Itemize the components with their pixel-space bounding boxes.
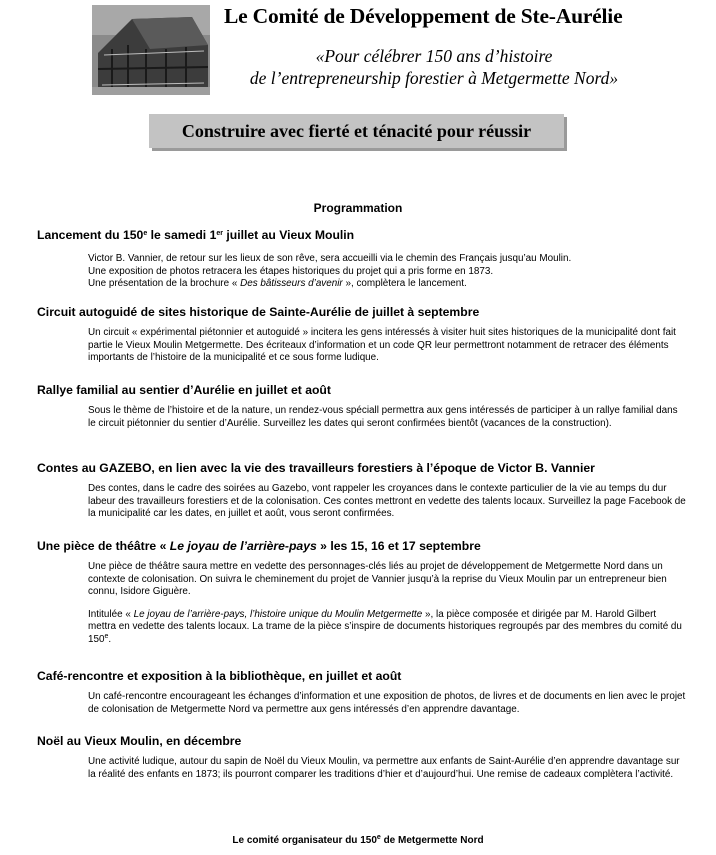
anniversary-quote	[224, 45, 644, 89]
section-christmas	[37, 734, 687, 781]
section-text: Un circuit « expérimental piétonnier et autoguidé » incitera les gens intéressés à visiter huit sites historiques de la municipalité dont fait partie le Vieux Moulin Metgermette. Des écriteaux d’information et un code QR leur permettront notamment de retracer des éléments importants de l’histoire de la municipalité et ce sous forme ludique.	[88, 327, 676, 364]
section-family-rally	[37, 383, 687, 430]
section-heading: Circuit autoguidé de sites historique de Sainte-Aurélie de juillet à septembre	[37, 305, 480, 319]
program-title: Programmation	[313, 201, 403, 215]
section-heading: Lancement du 150e le samedi 1er juillet au Vieux Moulin	[37, 228, 355, 242]
organization-title: Le Comité de Développement de Ste-Aurélie	[224, 4, 623, 28]
historic-mill-photo	[92, 5, 210, 95]
section-heading: Une pièce de théâtre « Le joyau de l’arrière-pays » les 15, 16 et 17 septembre	[37, 539, 481, 553]
section-text: Un café-rencontre encourageant les échanges d’information et une exposition de photos, de livres et de documents en lien avec le projet de colonisation de Metgermette Nord va permettre aux gens intéressés d’en apprendre davantage.	[88, 691, 686, 715]
section-heading: Contes au GAZEBO, en lien avec la vie des travailleurs forestiers à l’époque de Victor B. Vannier	[37, 461, 595, 475]
organizing-committee-footer: Le comité organisateur du 150e de Metgermette Nord	[232, 834, 484, 846]
section-walking-circuit	[37, 305, 687, 365]
section-heading: Café-rencontre et exposition à la bibliothèque, en juillet et août	[37, 669, 402, 683]
quote-line-1: «Pour célébrer 150 ans d’histoire	[315, 46, 553, 66]
section-text: Victor B. Vannier, de retour sur les lieux de son rêve, sera accueilli via le chemin des Français jusqu’au Moulin. Une exposition de photos retracera les étapes historiques du projet qui a pris forme en 1873. Une présentation de la brochure « Des bâtisseurs d’avenir », complètera le lancement.	[88, 253, 572, 290]
section-theatre-play	[37, 539, 687, 647]
section-cafe-exhibition	[37, 669, 687, 716]
section-text: Une pièce de théâtre saura mettre en vedette des personnages-clés liés au projet de développement de Metgermette Nord dans un contexte de colonisation. On suivra le cheminement du projet de Vannier jusqu’à la reprise du Vieux Moulin par un entrepreneur bien connu, Isidore Giguère.	[88, 561, 667, 598]
section-heading: Rallye familial au sentier d’Aurélie en juillet et août	[37, 383, 331, 397]
section-heading: Noël au Vieux Moulin, en décembre	[37, 734, 242, 748]
section-text: Sous le thème de l’histoire et de la nature, un rendez-vous spéciall permettra aux gens intéressés de participer à un rallye familial dans le circuit piétonnier du sentier d’Aurélie. Surveillez les dates qui seront confirmées bientôt (vacances de la construction).	[88, 405, 678, 429]
slogan-banner: Construire avec fierté et ténacité pour réussir	[149, 114, 564, 148]
section-launch	[37, 228, 687, 291]
quote-line-2: de l’entrepreneurship forestier à Metgermette Nord»	[249, 68, 619, 88]
section-gazebo-tales	[37, 461, 687, 521]
section-text-2: Intitulée « Le joyau de l’arrière-pays, l’histoire unique du Moulin Metgermette », la pièce composée et dirigée par M. Harold Gilbert mettra en vedette des talents locaux. La trame de la pièce s’inspire de documents historiques regroupés par des membres du comité du 150e.	[88, 608, 682, 645]
section-text: Des contes, dans le cadre des soirées au Gazebo, vont rappeler les croyances dans le contexte particulier de la vie au temps du dur labeur des travailleurs forestiers et de la colonisation. Ces contes mettront en vedette des talents locaux. Surveillez la page Facebook de la municipalité car les dates, en juillet et août, vous seront confirmées.	[88, 483, 686, 520]
section-text: Une activité ludique, autour du sapin de Noël du Vieux Moulin, va permettre aux enfants de Saint-Aurélie d’en apprendre davantage sur la réalité des enfants en 1873; ils pourront comparer les traditions d’hier et d’aujourd’hui. Une remise de cadeaux complètera l’activité.	[88, 756, 680, 780]
